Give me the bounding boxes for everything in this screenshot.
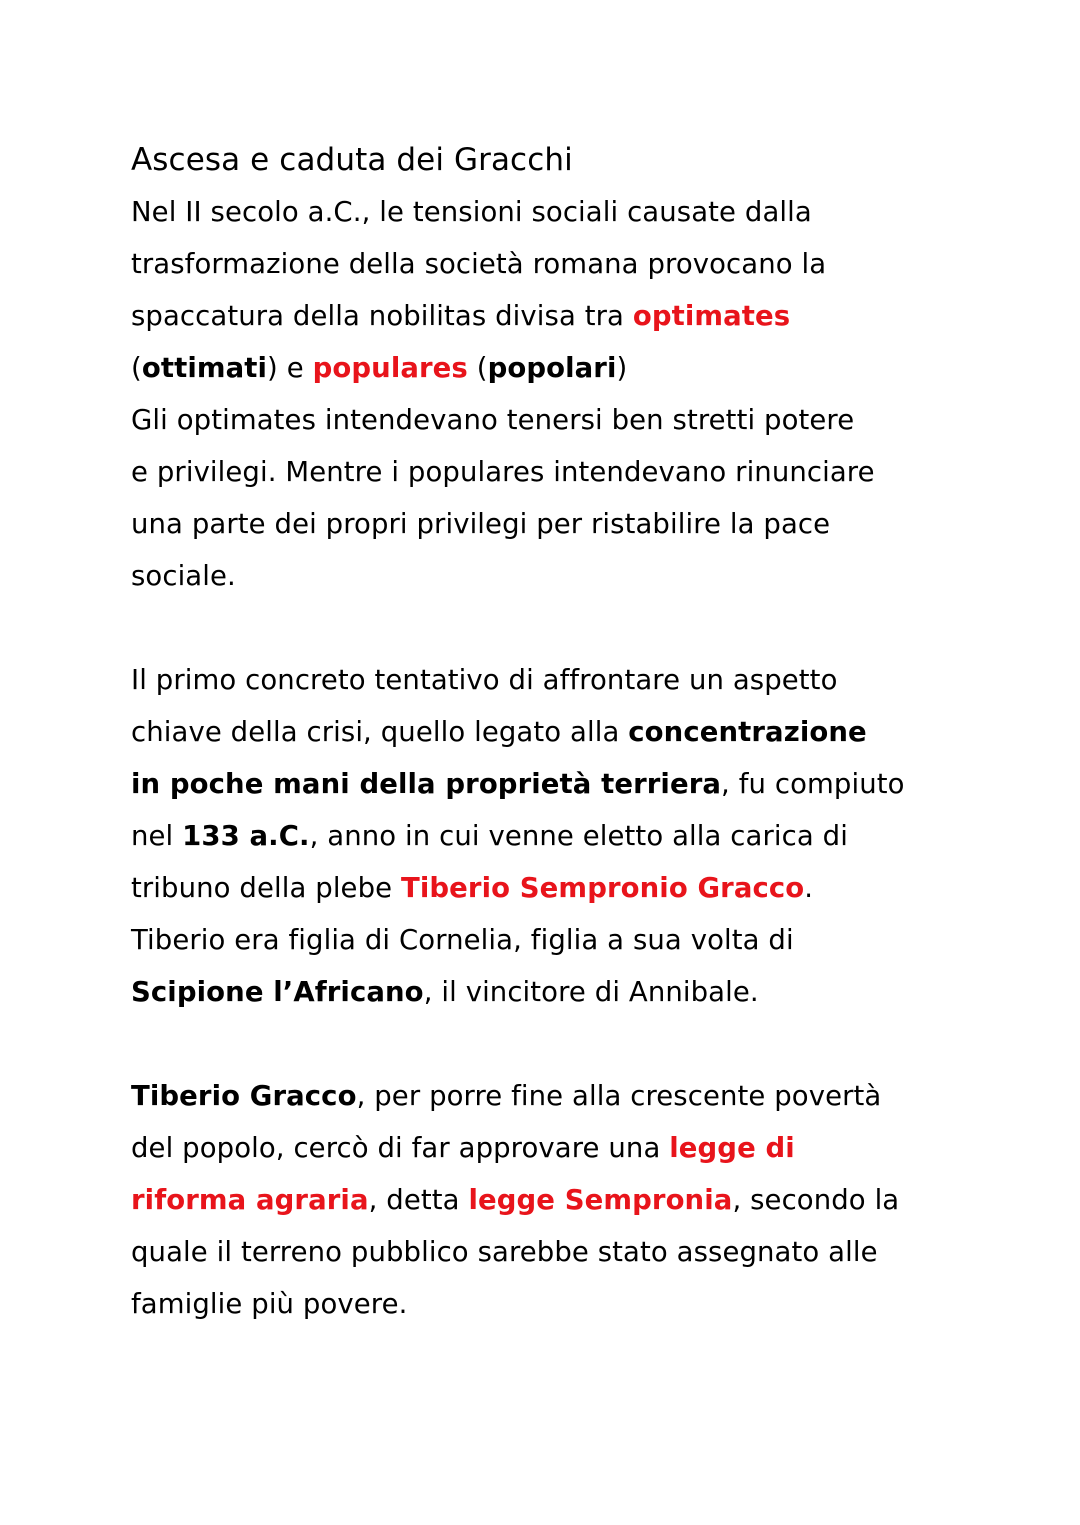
text-span: del popolo, cercò di far approvare una (131, 1132, 670, 1164)
text-line (131, 186, 961, 238)
bold-scipione: Scipione l’Africano (131, 976, 424, 1008)
text-line (131, 1122, 961, 1174)
highlight-tiberio-sempronio-gracco: Tiberio Sempronio Gracco (401, 872, 805, 904)
highlight-legge-di: legge di (669, 1132, 795, 1164)
text-span: trasformazione della società romana provocano la (131, 248, 827, 280)
text-line (131, 1070, 961, 1122)
text-line (131, 706, 961, 758)
text-line (131, 914, 961, 966)
highlight-optimates: optimates (632, 300, 791, 332)
text-line (131, 498, 961, 550)
text-line (131, 290, 961, 342)
paragraph-1 (131, 186, 961, 602)
text-span: e privilegi. Mentre i populares intendevano rinunciare (131, 456, 875, 488)
text-span: , il vincitore di Annibale. (423, 976, 759, 1008)
text-span: , secondo la (732, 1184, 900, 1216)
text-span: , detta (368, 1184, 469, 1216)
highlight-riforma-agraria: riforma agraria (131, 1184, 369, 1216)
text-span: nel (131, 820, 183, 852)
text-span: Gli optimates intendevano tenersi ben stretti potere (131, 404, 855, 436)
text-span: Nel II secolo a.C., le tensioni sociali causate dalla (131, 196, 812, 228)
bold-concentrazione: concentrazione (628, 716, 867, 748)
text-span: , fu compiuto (721, 768, 905, 800)
text-span: , per porre fine alla crescente povertà (356, 1080, 882, 1112)
bold-year: 133 a.C. (182, 820, 310, 852)
text-line (131, 446, 961, 498)
text-span: ( (467, 352, 488, 384)
bold-proprieta-terriera: in poche mani della proprietà terriera (131, 768, 722, 800)
paragraph-2 (131, 654, 961, 1018)
text-span: spaccatura della nobilitas divisa tra (131, 300, 633, 332)
text-span: quale il terreno pubblico sarebbe stato assegnato alle (131, 1236, 878, 1268)
document-page (131, 134, 961, 1330)
text-line (131, 550, 961, 602)
text-line (131, 966, 961, 1018)
bold-tiberio-gracco: Tiberio Gracco (131, 1080, 357, 1112)
text-line (131, 1174, 961, 1226)
text-span: ( (131, 352, 142, 384)
paragraph-3 (131, 1070, 961, 1330)
text-line (131, 654, 961, 706)
text-line (131, 810, 961, 862)
text-span: . (804, 872, 814, 904)
text-line (131, 394, 961, 446)
text-span: ) e (267, 352, 313, 384)
text-span: sociale. (131, 560, 236, 592)
highlight-populares: populares (312, 352, 468, 384)
page-title: Ascesa e caduta dei Gracchi (131, 142, 573, 178)
bold-ottimati: ottimati (141, 352, 268, 384)
text-span: Tiberio era figlia di Cornelia, figlia a sua volta di (131, 924, 794, 956)
highlight-legge-sempronia: legge Sempronia (468, 1184, 733, 1216)
text-span: ) (616, 352, 628, 384)
bold-popolari: popolari (487, 352, 617, 384)
text-line (131, 862, 961, 914)
text-span: tribuno della plebe (131, 872, 401, 904)
paragraph-spacer (131, 602, 961, 654)
text-span: Il primo concreto tentativo di affrontare un aspetto (131, 664, 838, 696)
text-line (131, 342, 961, 394)
text-span: , anno in cui venne eletto alla carica di (309, 820, 848, 852)
text-line (131, 1278, 961, 1330)
text-line (131, 1226, 961, 1278)
text-line (131, 238, 961, 290)
text-line (131, 758, 961, 810)
paragraph-spacer (131, 1018, 961, 1070)
text-span: chiave della crisi, quello legato alla (131, 716, 629, 748)
text-span: una parte dei propri privilegi per ristabilire la pace (131, 508, 831, 540)
text-span: famiglie più povere. (131, 1288, 408, 1320)
